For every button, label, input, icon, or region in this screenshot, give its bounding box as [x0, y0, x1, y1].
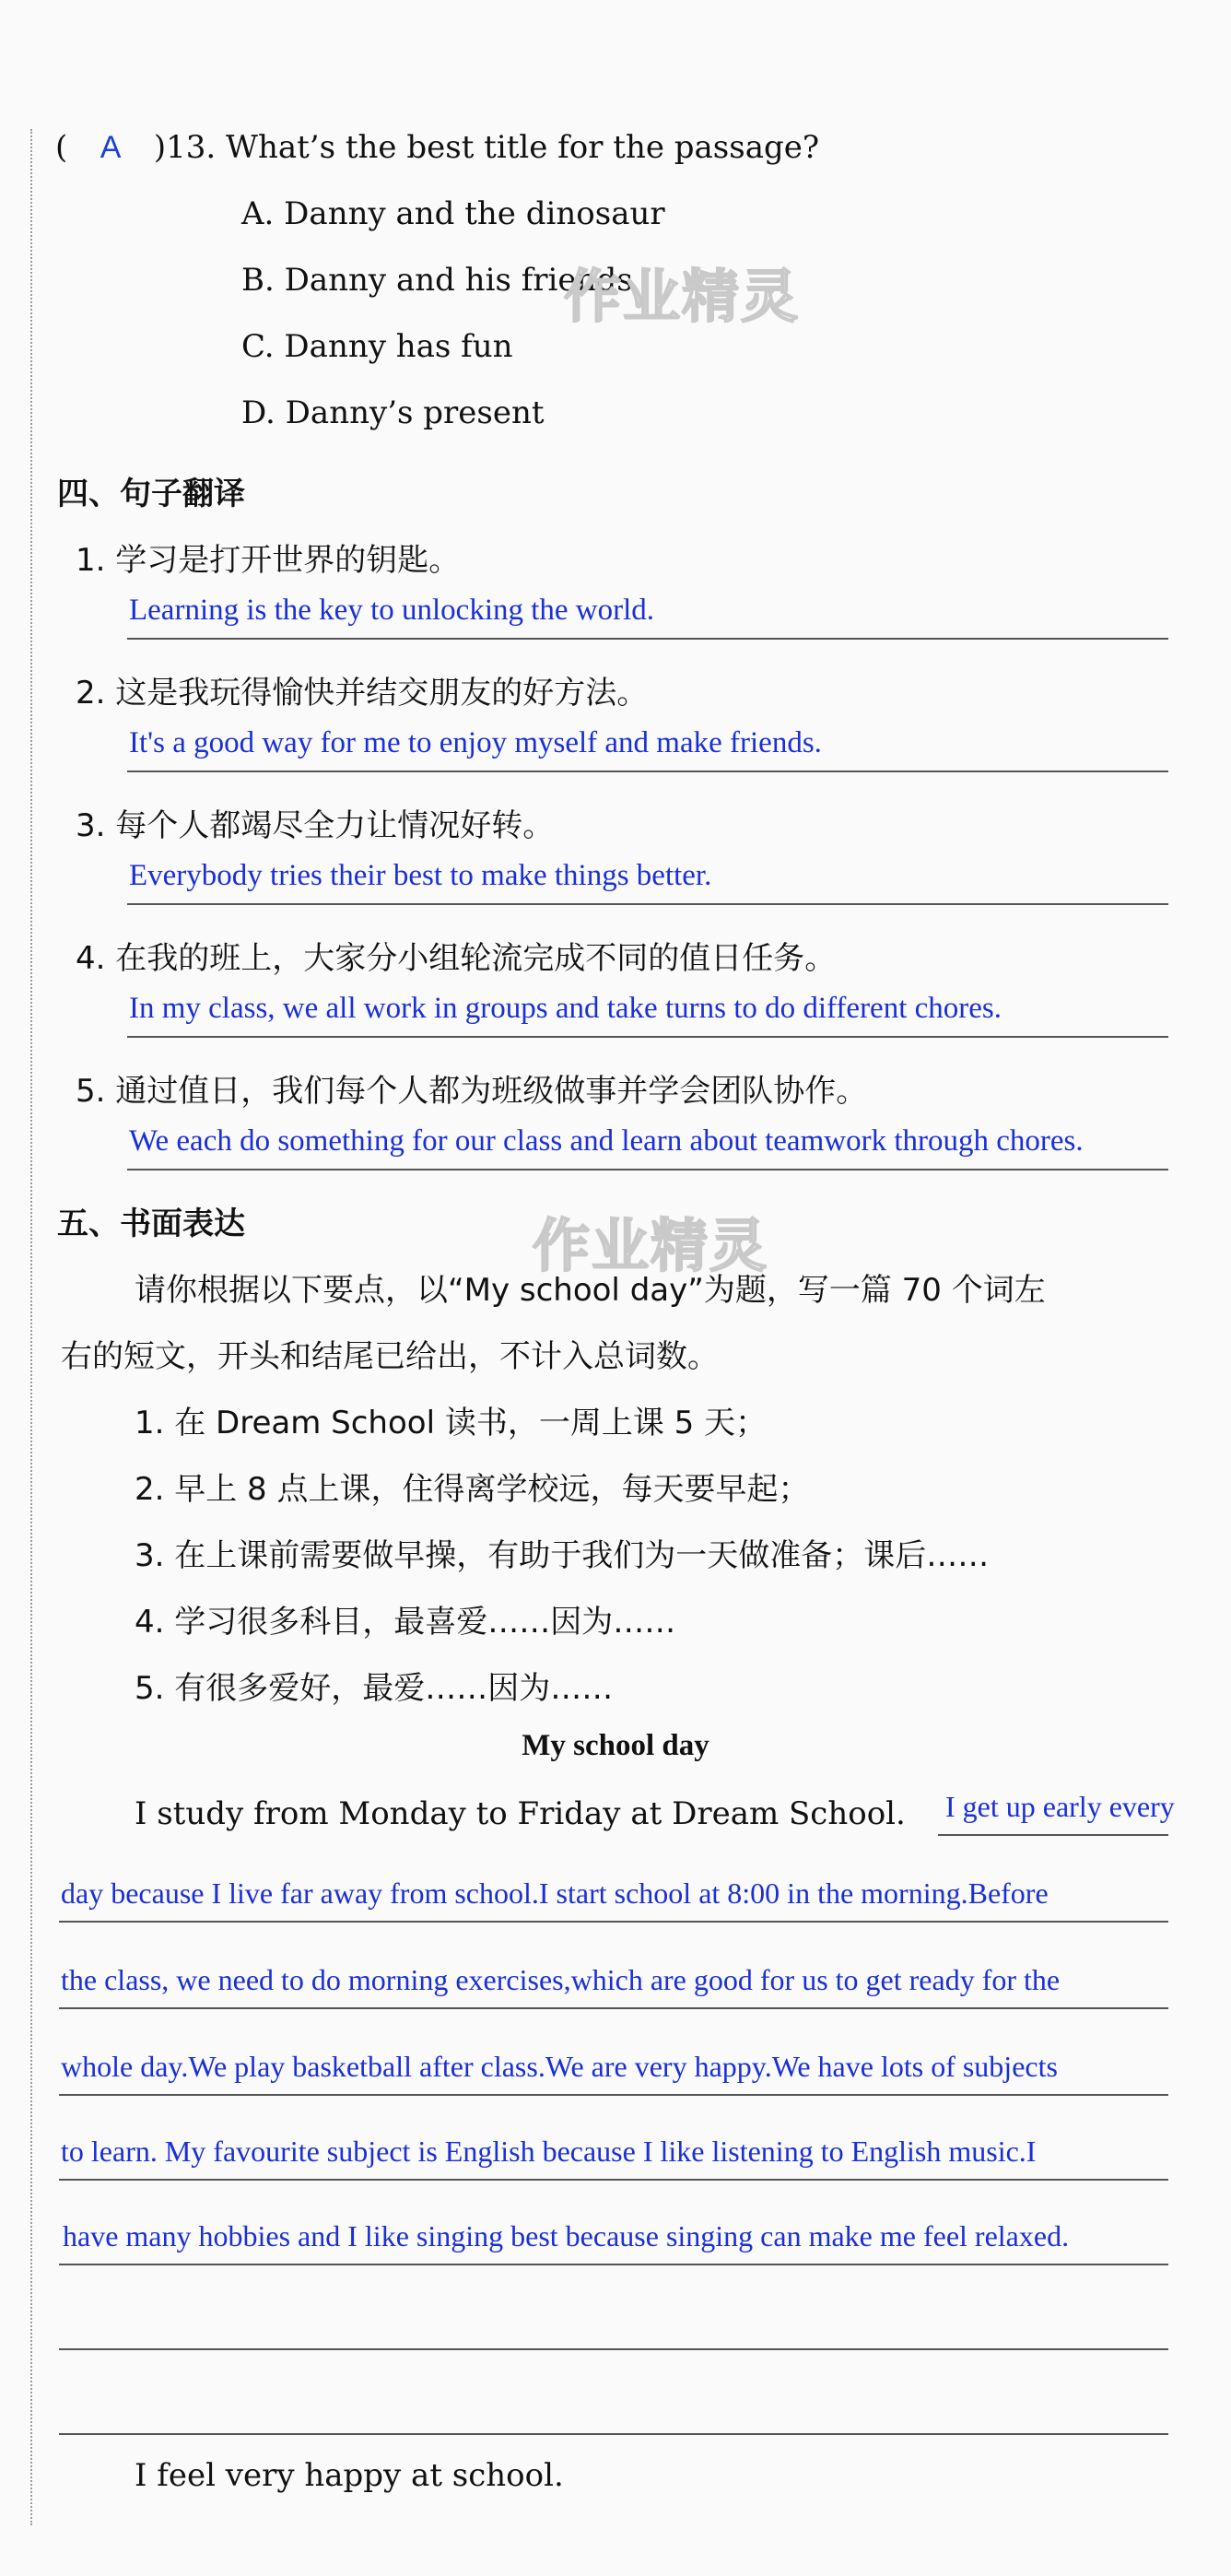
answer-line-3 [127, 903, 1168, 905]
essay-line-6: have many hobbies and I like singing best because singing can make me feel relaxed. [63, 2219, 1070, 2253]
translation-question-5: 5. 通过值日，我们每个人都为班级做事并学会团队协作。 [76, 1073, 868, 1110]
essay-line-5: to learn. My favourite subject is English because I like listening to English music.I [61, 2135, 1037, 2168]
answer-line-2 [127, 770, 1168, 772]
essay-line-3: the class, we need to do morning exercises,which are good for us to get ready for the [61, 1963, 1061, 1996]
section5-heading: 五、书面表达 [57, 1206, 245, 1242]
translation-question-1: 1. 学习是打开世界的钥匙。 [76, 542, 461, 579]
translation-question-2: 2. 这是我玩得愉快并结交朋友的好方法。 [76, 675, 649, 712]
question-13 [55, 129, 819, 166]
essay-line-rule-7 [59, 2348, 1168, 2350]
requirement-point-3: 3. 在上课前需要做早操，有助于我们为一天做准备；课后…… [135, 1537, 990, 1574]
requirement-point-2: 2. 早上 8 点上课，住得离学校远，每天要早起； [135, 1471, 810, 1508]
translation-question-4: 4. 在我的班上，大家分小组轮流完成不同的值日任务。 [76, 940, 837, 977]
requirement-point-4: 4. 学习很多科目，最喜爱……因为…… [135, 1604, 676, 1641]
margin-dotted-line [30, 129, 32, 2525]
watermark-logo: 作业精灵 [564, 263, 801, 330]
answer-line-5 [127, 1169, 1168, 1170]
essay-title: My school day [522, 1729, 709, 1762]
essay-line-1: I get up early every [945, 1790, 1175, 1823]
essay-line-rule-3 [59, 2007, 1168, 2009]
translation-answer-1: Learning is the key to unlocking the world. [129, 594, 655, 627]
translation-question-3: 3. 每个人都竭尽全力让情况好转。 [76, 807, 555, 844]
essay-line-rule-1 [938, 1834, 1168, 1836]
translation-answer-3: Everybody tries their best to make things better. [129, 859, 712, 892]
answer-line-1 [127, 638, 1168, 640]
translation-answer-4: In my class, we all work in groups and take turns to do different chores. [129, 992, 1002, 1025]
q13-text: )13. What’s the best title for the passage? [153, 129, 820, 166]
requirement-point-5: 5. 有很多爱好，最爱……因为…… [135, 1670, 614, 1707]
answer-line-4 [127, 1036, 1168, 1038]
essay-opening: I study from Monday to Friday at Dream School. [135, 1795, 906, 1832]
essay-line-rule-8 [59, 2433, 1168, 2435]
watermark-logo-2: 作业精灵 [533, 1212, 769, 1279]
section5-intro-line1: 请你根据以下要点，以“My school day”为题，写一篇 70 个词左 [135, 1272, 1046, 1309]
essay-line-4: whole day.We play basketball after class.We are very happy.We have lots of subjects [61, 2050, 1058, 2083]
q13-open-paren: ( [55, 129, 68, 166]
translation-answer-2: It's a good way for me to enjoy myself and make friends. [129, 726, 822, 759]
q13-option-c: C. Danny has fun [241, 328, 513, 365]
essay-line-rule-4 [59, 2094, 1168, 2096]
q13-option-b: B. Danny and his friends [241, 262, 633, 299]
q13-answer: A [100, 130, 122, 165]
section4-heading: 四、句子翻译 [57, 476, 245, 512]
essay-line-2: day because I live far away from school.I start school at 8:00 in the morning.Before [61, 1876, 1049, 1910]
requirement-point-1: 1. 在 Dream School 读书，一周上课 5 天； [135, 1405, 768, 1441]
q13-option-d: D. Danny’s present [241, 394, 545, 431]
essay-line-rule-2 [59, 1921, 1168, 1923]
translation-answer-5: We each do something for our class and learn about teamwork through chores. [129, 1124, 1084, 1158]
q13-option-a: A. Danny and the dinosaur [241, 195, 665, 232]
essay-line-rule-5 [59, 2179, 1168, 2181]
essay-closing: I feel very happy at school. [135, 2457, 564, 2494]
section5-intro-line2: 右的短文，开头和结尾已给出，不计入总词数。 [61, 1338, 719, 1375]
essay-line-rule-6 [59, 2264, 1168, 2265]
